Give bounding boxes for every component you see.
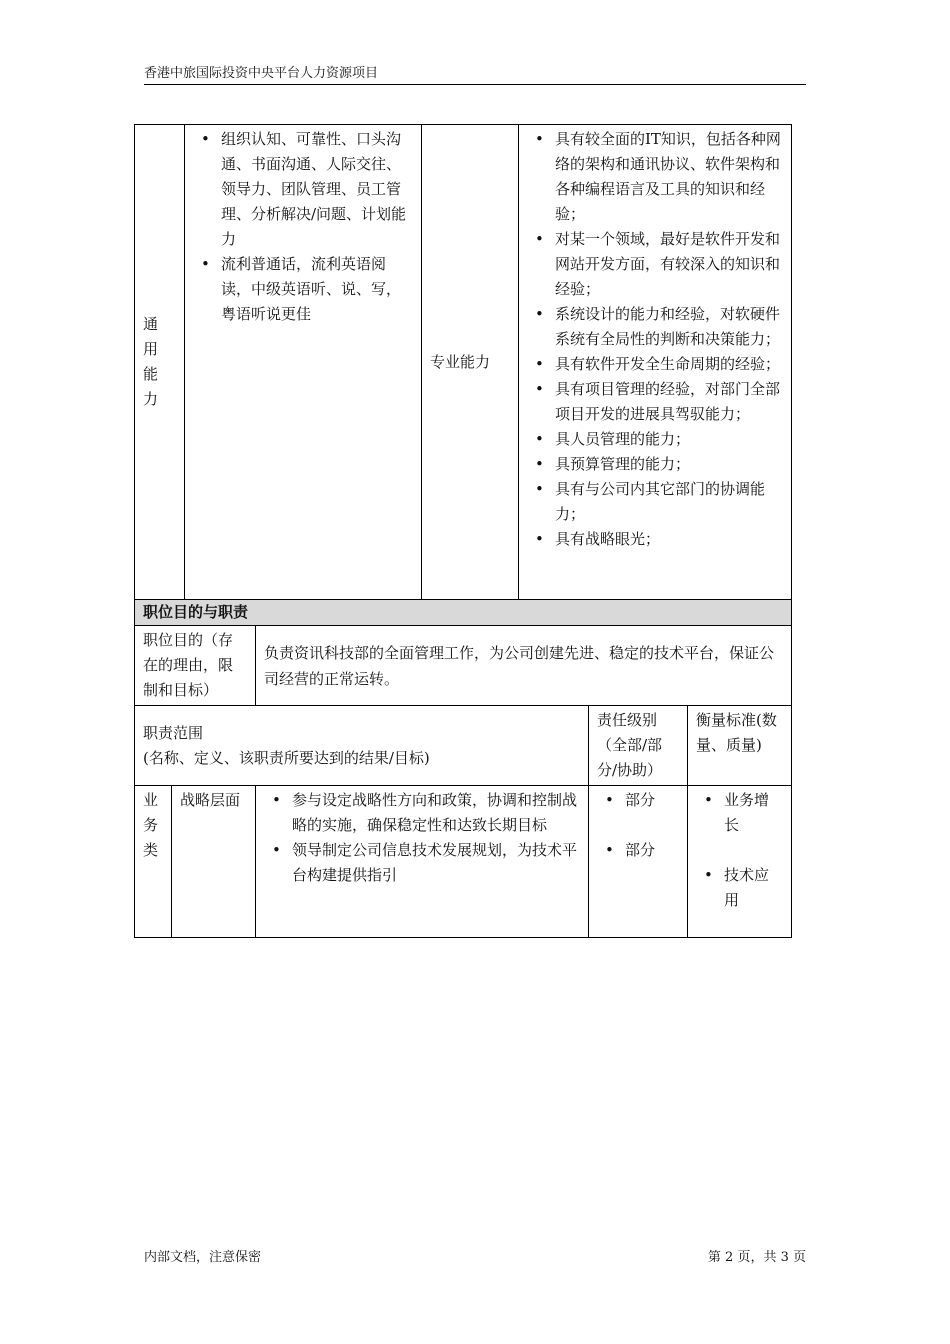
general-items-cell	[185, 125, 422, 600]
duty-items-cell	[256, 786, 589, 938]
duty-items-list	[264, 788, 580, 888]
level-header: 责任级别（全部/部分/协助）	[589, 706, 688, 786]
list-item: • 组织认知、可靠性、口头沟通、书面沟通、人际交往、领导力、团队管理、员工管理、分析解决/问题、计划能力	[221, 127, 413, 252]
scope-header-cell	[135, 706, 589, 786]
list-item: • 部分	[625, 788, 679, 813]
scope-subtitle: (名称、定义、该职责所要达到的结果/目标)	[143, 748, 430, 767]
list-item: • 业务增长	[724, 788, 783, 838]
professional-items-cell	[519, 125, 792, 600]
duty-measures-list	[696, 788, 783, 913]
purpose-label: 职位目的（存在的理由，限制和目标）	[135, 626, 256, 706]
duty-levels-cell	[589, 786, 688, 938]
duty-measures-cell	[688, 786, 792, 938]
competency-category: 通用能力	[143, 315, 159, 408]
list-item: • 具预算管理的能力；	[555, 452, 783, 477]
professional-items-list	[527, 127, 783, 552]
page-header	[144, 64, 806, 85]
competency-table	[134, 124, 792, 600]
list-item: • 具有项目管理的经验，对部门全部项目开发的进展具驾驭能力；	[555, 377, 783, 427]
spacer	[724, 838, 783, 863]
page-number: 第 2 页，共 3 页	[707, 1250, 806, 1265]
list-item: • 参与设定战略性方向和政策，协调和控制战略的实施，确保稳定性和达致长期目标	[292, 788, 580, 838]
table-row	[135, 786, 792, 938]
list-item: • 领导制定公司信息技术发展规划，为技术平台构建提供指引	[292, 838, 580, 888]
section-title: 职位目的与职责	[135, 600, 792, 626]
list-item: • 系统设计的能力和经验，对软硬件系统有全局性的判断和决策能力；	[555, 302, 783, 352]
spacer	[625, 813, 679, 838]
duty-sub: 战略层面	[172, 786, 256, 938]
list-item: • 具人员管理的能力；	[555, 427, 783, 452]
purpose-text: 负责资讯科技部的全面管理工作，为公司创建先进、稳定的技术平台，保证公司经营的正常运转。	[256, 626, 792, 706]
list-item: • 具有战略眼光；	[555, 527, 783, 552]
scope-label: 职责范围	[143, 723, 204, 742]
header-title: 香港中旅国际投资中央平台人力资源项目	[144, 66, 379, 81]
competency-category-cell	[135, 125, 185, 600]
measure-header: 衡量标准(数量、质量)	[688, 706, 792, 786]
list-item: • 流利普通话，流利英语阅读，中级英语听、说、写，粤语听说更佳	[221, 252, 413, 327]
duty-levels-list	[597, 788, 679, 863]
list-item: • 技术应用	[724, 863, 783, 913]
list-item: • 对某一个领域，最好是软件开发和网站开发方面，有较深入的知识和经验；	[555, 227, 783, 302]
footer-note: 内部文档，注意保密	[144, 1250, 262, 1265]
general-items-list	[193, 127, 413, 327]
professional-label: 专业能力	[430, 352, 491, 371]
duty-type-cell	[135, 786, 172, 938]
list-item: • 部分	[625, 838, 679, 863]
list-item: • 具有与公司内其它部门的协调能力；	[555, 477, 783, 527]
professional-label-cell	[422, 125, 519, 600]
list-item: • 具有较全面的IT知识，包括各种网络的架构和通讯协议、软件架构和各种编程语言及工具的知识和经验；	[555, 127, 783, 227]
duties-table	[134, 599, 792, 938]
list-item: • 具有软件开发全生命周期的经验；	[555, 352, 783, 377]
duty-type: 业务类	[143, 791, 159, 859]
